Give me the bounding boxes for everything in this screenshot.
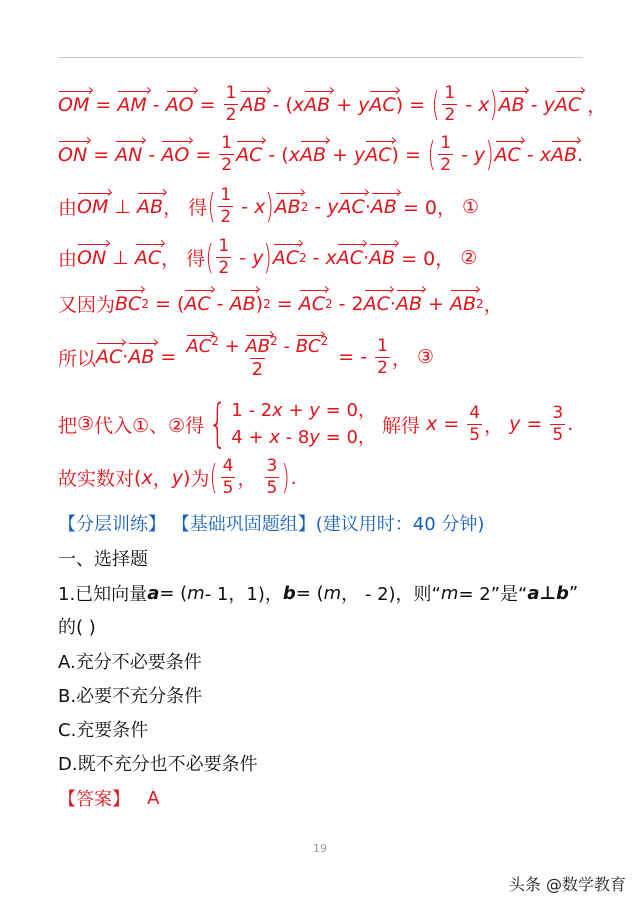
option-d: D.既不充分也不必要条件 bbox=[58, 754, 258, 775]
equation-system: 把 ③ 代入 ①、② 得 { 1 - 2x + y = 0， 4 + x - 8y = 0， 解得 x = $\frac{4}{5}$ ， y = $\frac{3}{5}$ . bbox=[58, 394, 574, 454]
option-b: B.必要不充分条件 bbox=[58, 686, 203, 707]
top-divider bbox=[58, 57, 583, 58]
equation-perp-om: 由 OM ⊥ AB ， 得 ( $\frac{1}{2}$ - x ) AB 2 - y AC · AB = 0， ① bbox=[58, 185, 480, 227]
option-c: C.充要条件 bbox=[58, 720, 149, 741]
equation-result: 故实数对 ( x ， y ) 为 ( $\frac{4}{5}$ ， $\frac{3}{5}$ ) . bbox=[58, 456, 297, 498]
question-section-title: 一、选择题 bbox=[58, 549, 148, 570]
answer-row bbox=[58, 785, 160, 811]
equation-perp-on: 由 ON ⊥ AC ， 得 ( $\frac{1}{2}$ - y ) AC 2 - x AC · AB = 0， ② bbox=[58, 236, 478, 278]
equation-bc: 又因为 BC 2 = ( AC - AB ) 2 = AC 2 - 2 AC · AB + AB 2 ， bbox=[58, 292, 503, 316]
equation-on: ON = AN - AO = $\frac{1}{2}$ AC - ( x AB + y AC ) = ( $\frac{1}{2}$ - y ) AC - x AB . bbox=[58, 133, 584, 175]
question-stem-cont: 的( ) bbox=[58, 617, 96, 638]
section-tag-layered: 【分层训练】 bbox=[58, 514, 166, 535]
equation-om: OM = AM - AO = $\frac{1}{2}$ AB - ( x AB + y AC ) = ( $\frac{1}{2}$ - x ) AB - y AC ， bbox=[58, 83, 607, 125]
section-time-hint: (建议用时：40 分钟) bbox=[315, 514, 485, 535]
page-number: 19 bbox=[313, 842, 327, 855]
equation-dot: 所以 AC · AB = $\frac{AC^2 + AB^2 - BC^2}{2}$ = - $\frac{1}{2}$ ， ③ bbox=[58, 334, 435, 380]
section-header bbox=[58, 510, 484, 536]
watermark: 头条 @数学教育 bbox=[508, 875, 626, 894]
answer-label: 【答案】 bbox=[58, 789, 130, 810]
answer-value: A bbox=[147, 787, 160, 809]
question-stem: 1.已知向量 a = ( m - 1，1)， b = ( m ， - 2)，则“ m = 2”是“ a⊥b ” bbox=[58, 582, 579, 605]
option-a: A.充分不必要条件 bbox=[58, 652, 202, 673]
section-tag-basic: 【基础巩固题组】 bbox=[171, 514, 316, 535]
